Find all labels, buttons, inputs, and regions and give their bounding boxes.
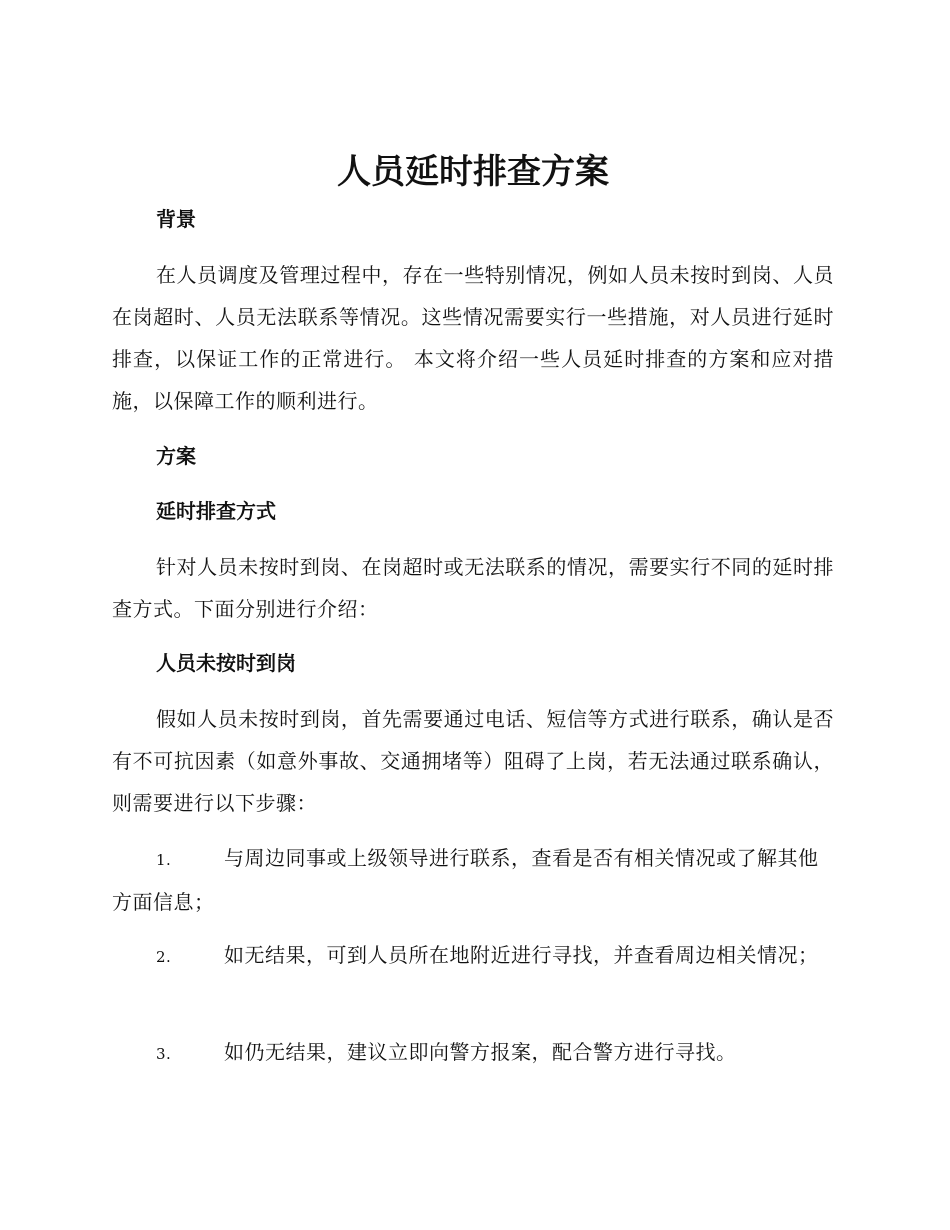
list-item-text: 与周边同事或上级领导进行联系，查看是否有相关情况或了解其他方面信息； — [112, 846, 819, 914]
document-title: 人员延时排查方案 — [337, 152, 609, 192]
paragraph-method: 针对人员未按时到岗、在岗超时或无法联系的情况，需要实行不同的延时排查方式。下面分别进行介绍： — [112, 555, 834, 621]
section-heading-background: 背景 — [156, 207, 196, 231]
paragraph-late: 假如人员未按时到岗，首先需要通过电话、短信等方式进行联系，确认是否有不可抗因素（如意外事故、交通拥堵等）阻碍了上岗，若无法通过联系确认，则需要进行以下步骤： — [112, 707, 834, 815]
list-item — [112, 934, 834, 978]
list-item-number: 1. — [156, 851, 172, 869]
section-heading-method: 延时排查方式 — [156, 499, 276, 523]
paragraph-background: 在人员调度及管理过程中，存在一些特别情况，例如人员未按时到岗、人员在岗超时、人员无法联系等情况。这些情况需要实行一些措施，对人员进行延时排查，以保证工作的正常进行。 本文将介绍一些人员延时排查的方案和应对措施，以保障工作的顺利进行。 — [112, 263, 834, 413]
list-item-number: 3. — [156, 1045, 172, 1063]
section-heading-plan: 方案 — [156, 444, 196, 468]
list-item-number: 2. — [156, 948, 172, 966]
list-item-text: 如无结果，可到人员所在地附近进行寻找，并查看周边相关情况； — [224, 943, 819, 967]
list-item — [112, 837, 834, 923]
list-item-text: 如仍无结果，建议立即向警方报案，配合警方进行寻找。 — [224, 1040, 737, 1064]
section-heading-late: 人员未按时到岗 — [156, 651, 296, 675]
list-item — [112, 1031, 834, 1075]
